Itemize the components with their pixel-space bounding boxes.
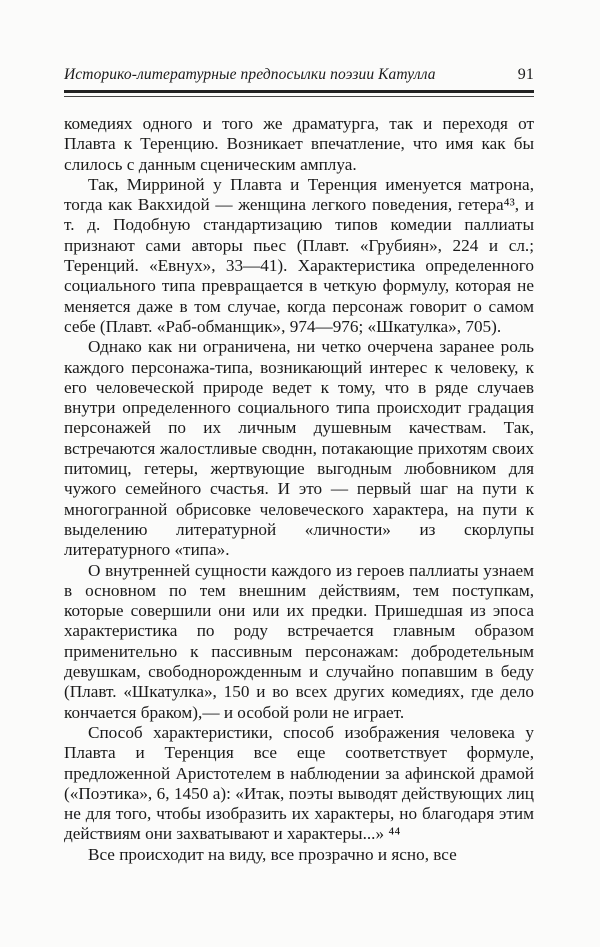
page-number: 91 xyxy=(517,66,534,83)
paragraph: Все происходит на виду, все прозрачно и ясно, все xyxy=(88,844,457,864)
paragraph-continued: комедиях одного и того же драматурга, так и переходя от Плавта к Теренцию. Возникает впечатление, что имя как бы слилось с данным сценическим амплуа. xyxy=(64,114,534,174)
paragraph: Так, Мирриной у Плавта и Теренция именуется матрона, тогда как Вакхидой — женщина легкого поведения, гетера⁴³, и т. д. Подобную стандартизацию типов комедии паллиаты признают сами авторы пьес (Плавт. «Грубиян», 224 и сл.; Теренций. «Евнух», 33—41). Характеристика определенного социального типа превращается в четкую формулу, которая не меняется даже в том случае, когда персонаж говорит о самом себе (Плавт. «Раб-обманщик», 974—976; «Шкатулка», 705). xyxy=(64,174,534,336)
running-title: Историко-литературные предпосылки поэзии Катулла xyxy=(64,66,436,83)
body-text xyxy=(64,114,534,865)
paragraph: Способ характеристики, способ изображения человека у Плавта и Теренция все еще соответствует формуле, предложенной Аристотелем в наблюдении за афинской драмой («Поэтика», 6, 1450 а): «Итак, поэты выводят действующих лиц не для того, чтобы изобразить их характеры, но благодаря этим действиям они захватывают и характеры...» ⁴⁴ xyxy=(64,722,534,844)
header-rule-thin xyxy=(64,96,534,97)
running-head xyxy=(64,66,534,84)
paragraph: Однако как ни ограничена, ни четко очерчена заранее роль каждого персонажа-типа, возникающий интерес к человеку, к его человеческой природе ведет к тому, что в ряде случаев внутри определенного социального типа происходит градация персонажей по их личным душевным качествам. Так, встречаются жалостливые своднн, потакающие прихотям своих питомиц, гетеры, жертвующие выгодным любовником для чужого семейного счастья. И это — первый шаг на пути к многогранной обрисовке человеческого характера, на пути к выделению литературной «личности» из скорлупы литературного «типа». xyxy=(64,337,534,560)
header-rule-thick xyxy=(64,90,534,93)
paragraph: О внутренней сущности каждого из героев паллиаты узнаем в основном по тем внешним действиям, тем поступкам, которые совершили они или их предки. Пришедшая из эпоса характеристика по роду встречается главным образом применительно к пассивным персонажам: добродетельным девушкам, свободнорожденным и случайно попавшим в беду (Плавт. «Шкатулка», 150 и во всех других комедиях, где дело кончается браком),— и особой роли не играет. xyxy=(64,560,534,722)
